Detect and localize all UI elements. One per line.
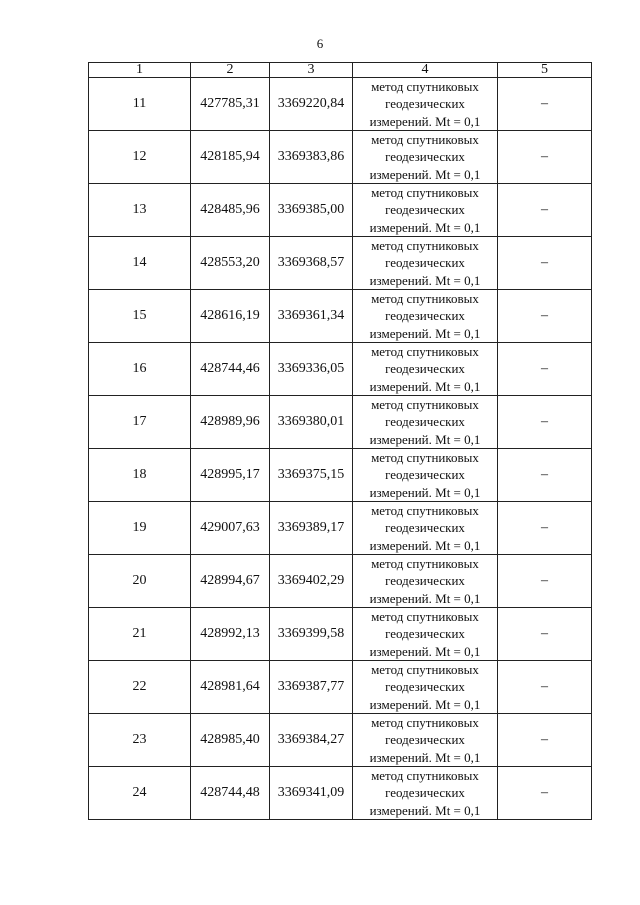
method-line: геодезических bbox=[385, 732, 465, 748]
table-row bbox=[89, 661, 592, 714]
y-coordinate-cell: 3369380,01 bbox=[270, 396, 353, 449]
method-cell bbox=[353, 661, 498, 714]
x-coordinate-cell: 428985,40 bbox=[191, 714, 270, 767]
point-number-cell: 11 bbox=[89, 78, 191, 131]
header-col-3: 3 bbox=[270, 63, 353, 78]
method-line: измерений. Mt = 0,1 bbox=[369, 643, 481, 659]
method-line: измерений. Mt = 0,1 bbox=[369, 219, 481, 235]
y-coordinate-cell: 3369341,09 bbox=[270, 767, 353, 820]
method-cell bbox=[353, 290, 498, 343]
x-coordinate-cell: 428616,19 bbox=[191, 290, 270, 343]
method-line: измерений. Mt = 0,1 bbox=[369, 749, 481, 765]
method-cell bbox=[353, 714, 498, 767]
method-line: измерений. Mt = 0,1 bbox=[369, 590, 481, 606]
header-col-5: 5 bbox=[498, 63, 592, 78]
method-line: геодезических bbox=[385, 467, 465, 483]
table-row bbox=[89, 555, 592, 608]
point-number-cell: 24 bbox=[89, 767, 191, 820]
x-coordinate-cell: 428553,20 bbox=[191, 237, 270, 290]
col5-cell bbox=[498, 237, 592, 290]
point-number-cell: 22 bbox=[89, 661, 191, 714]
col5-cell bbox=[498, 343, 592, 396]
table-row bbox=[89, 502, 592, 555]
method-line: метод спутниковых bbox=[371, 238, 479, 254]
col5-cell bbox=[498, 555, 592, 608]
dash-value: – bbox=[541, 308, 548, 323]
point-number-cell: 17 bbox=[89, 396, 191, 449]
y-coordinate-cell: 3369385,00 bbox=[270, 184, 353, 237]
header-col-1: 1 bbox=[89, 63, 191, 78]
y-coordinate-cell: 3369368,57 bbox=[270, 237, 353, 290]
col5-cell bbox=[498, 767, 592, 820]
x-coordinate-cell: 428744,46 bbox=[191, 343, 270, 396]
method-line: метод спутниковых bbox=[371, 291, 479, 307]
method-line: геодезических bbox=[385, 96, 465, 112]
page-number: 6 bbox=[316, 36, 324, 51]
point-number-cell: 13 bbox=[89, 184, 191, 237]
method-cell bbox=[353, 767, 498, 820]
col5-cell bbox=[498, 608, 592, 661]
dash-value: – bbox=[541, 573, 548, 588]
x-coordinate-cell: 428981,64 bbox=[191, 661, 270, 714]
method-line: геодезических bbox=[385, 361, 465, 377]
method-line: геодезических bbox=[385, 679, 465, 695]
method-line: геодезических bbox=[385, 308, 465, 324]
table-body bbox=[89, 78, 592, 820]
method-line: геодезических bbox=[385, 626, 465, 642]
method-line: измерений. Mt = 0,1 bbox=[369, 537, 481, 553]
table-header bbox=[89, 63, 592, 78]
method-cell bbox=[353, 237, 498, 290]
point-number-cell: 18 bbox=[89, 449, 191, 502]
method-cell bbox=[353, 78, 498, 131]
point-number-cell: 19 bbox=[89, 502, 191, 555]
y-coordinate-cell: 3369384,27 bbox=[270, 714, 353, 767]
y-coordinate-cell: 3369336,05 bbox=[270, 343, 353, 396]
point-number-cell: 12 bbox=[89, 131, 191, 184]
col5-cell bbox=[498, 290, 592, 343]
method-line: измерений. Mt = 0,1 bbox=[369, 272, 481, 288]
col5-cell bbox=[498, 714, 592, 767]
table-row bbox=[89, 290, 592, 343]
method-cell bbox=[353, 608, 498, 661]
method-line: метод спутниковых bbox=[371, 397, 479, 413]
x-coordinate-cell: 429007,63 bbox=[191, 502, 270, 555]
dash-value: – bbox=[541, 96, 548, 111]
point-number-cell: 15 bbox=[89, 290, 191, 343]
header-row bbox=[89, 63, 592, 78]
x-coordinate-cell: 428995,17 bbox=[191, 449, 270, 502]
dash-value: – bbox=[541, 785, 548, 800]
method-line: метод спутниковых bbox=[371, 662, 479, 678]
method-line: геодезических bbox=[385, 414, 465, 430]
point-number-cell: 23 bbox=[89, 714, 191, 767]
method-line: измерений. Mt = 0,1 bbox=[369, 484, 481, 500]
x-coordinate-cell: 428992,13 bbox=[191, 608, 270, 661]
y-coordinate-cell: 3369361,34 bbox=[270, 290, 353, 343]
method-line: геодезических bbox=[385, 255, 465, 271]
y-coordinate-cell: 3369220,84 bbox=[270, 78, 353, 131]
col5-cell bbox=[498, 78, 592, 131]
col5-cell bbox=[498, 131, 592, 184]
method-line: измерений. Mt = 0,1 bbox=[369, 431, 481, 447]
dash-value: – bbox=[541, 255, 548, 270]
y-coordinate-cell: 3369375,15 bbox=[270, 449, 353, 502]
point-number-cell: 14 bbox=[89, 237, 191, 290]
method-line: метод спутниковых bbox=[371, 450, 479, 466]
coordinates-table bbox=[88, 62, 592, 820]
table-row bbox=[89, 131, 592, 184]
dash-value: – bbox=[541, 414, 548, 429]
method-line: измерений. Mt = 0,1 bbox=[369, 113, 481, 129]
method-cell bbox=[353, 396, 498, 449]
x-coordinate-cell: 427785,31 bbox=[191, 78, 270, 131]
x-coordinate-cell: 428994,67 bbox=[191, 555, 270, 608]
table-row bbox=[89, 396, 592, 449]
dash-value: – bbox=[541, 626, 548, 641]
col5-cell bbox=[498, 502, 592, 555]
y-coordinate-cell: 3369387,77 bbox=[270, 661, 353, 714]
y-coordinate-cell: 3369389,17 bbox=[270, 502, 353, 555]
x-coordinate-cell: 428744,48 bbox=[191, 767, 270, 820]
method-line: метод спутниковых bbox=[371, 79, 479, 95]
method-cell bbox=[353, 449, 498, 502]
method-line: метод спутниковых bbox=[371, 185, 479, 201]
method-cell bbox=[353, 343, 498, 396]
method-cell bbox=[353, 555, 498, 608]
x-coordinate-cell: 428485,96 bbox=[191, 184, 270, 237]
x-coordinate-cell: 428185,94 bbox=[191, 131, 270, 184]
col5-cell bbox=[498, 661, 592, 714]
method-line: метод спутниковых bbox=[371, 132, 479, 148]
dash-value: – bbox=[541, 520, 548, 535]
method-line: геодезических bbox=[385, 785, 465, 801]
col5-cell bbox=[498, 449, 592, 502]
y-coordinate-cell: 3369399,58 bbox=[270, 608, 353, 661]
method-line: геодезических bbox=[385, 573, 465, 589]
method-cell bbox=[353, 131, 498, 184]
table-row bbox=[89, 237, 592, 290]
dash-value: – bbox=[541, 202, 548, 217]
method-line: геодезических bbox=[385, 520, 465, 536]
method-line: метод спутниковых bbox=[371, 609, 479, 625]
method-line: метод спутниковых bbox=[371, 503, 479, 519]
point-number-cell: 20 bbox=[89, 555, 191, 608]
method-line: измерений. Mt = 0,1 bbox=[369, 166, 481, 182]
dash-value: – bbox=[541, 149, 548, 164]
dash-value: – bbox=[541, 361, 548, 376]
header-col-2: 2 bbox=[191, 63, 270, 78]
method-line: измерений. Mt = 0,1 bbox=[369, 325, 481, 341]
table-row bbox=[89, 767, 592, 820]
method-line: геодезических bbox=[385, 202, 465, 218]
method-line: измерений. Mt = 0,1 bbox=[369, 696, 481, 712]
y-coordinate-cell: 3369402,29 bbox=[270, 555, 353, 608]
method-line: метод спутниковых bbox=[371, 556, 479, 572]
dash-value: – bbox=[541, 467, 548, 482]
table-row bbox=[89, 184, 592, 237]
method-line: метод спутниковых bbox=[371, 715, 479, 731]
point-number-cell: 16 bbox=[89, 343, 191, 396]
table-row bbox=[89, 343, 592, 396]
table-row bbox=[89, 714, 592, 767]
table-row bbox=[89, 78, 592, 131]
method-line: измерений. Mt = 0,1 bbox=[369, 378, 481, 394]
header-col-4: 4 bbox=[353, 63, 498, 78]
point-number-cell: 21 bbox=[89, 608, 191, 661]
dash-value: – bbox=[541, 679, 548, 694]
col5-cell bbox=[498, 396, 592, 449]
method-cell bbox=[353, 502, 498, 555]
table-row bbox=[89, 608, 592, 661]
col5-cell bbox=[498, 184, 592, 237]
y-coordinate-cell: 3369383,86 bbox=[270, 131, 353, 184]
table-row bbox=[89, 449, 592, 502]
method-line: метод спутниковых bbox=[371, 344, 479, 360]
dash-value: – bbox=[541, 732, 548, 747]
method-cell bbox=[353, 184, 498, 237]
method-line: геодезических bbox=[385, 149, 465, 165]
method-line: измерений. Mt = 0,1 bbox=[369, 802, 481, 818]
x-coordinate-cell: 428989,96 bbox=[191, 396, 270, 449]
method-line: метод спутниковых bbox=[371, 768, 479, 784]
